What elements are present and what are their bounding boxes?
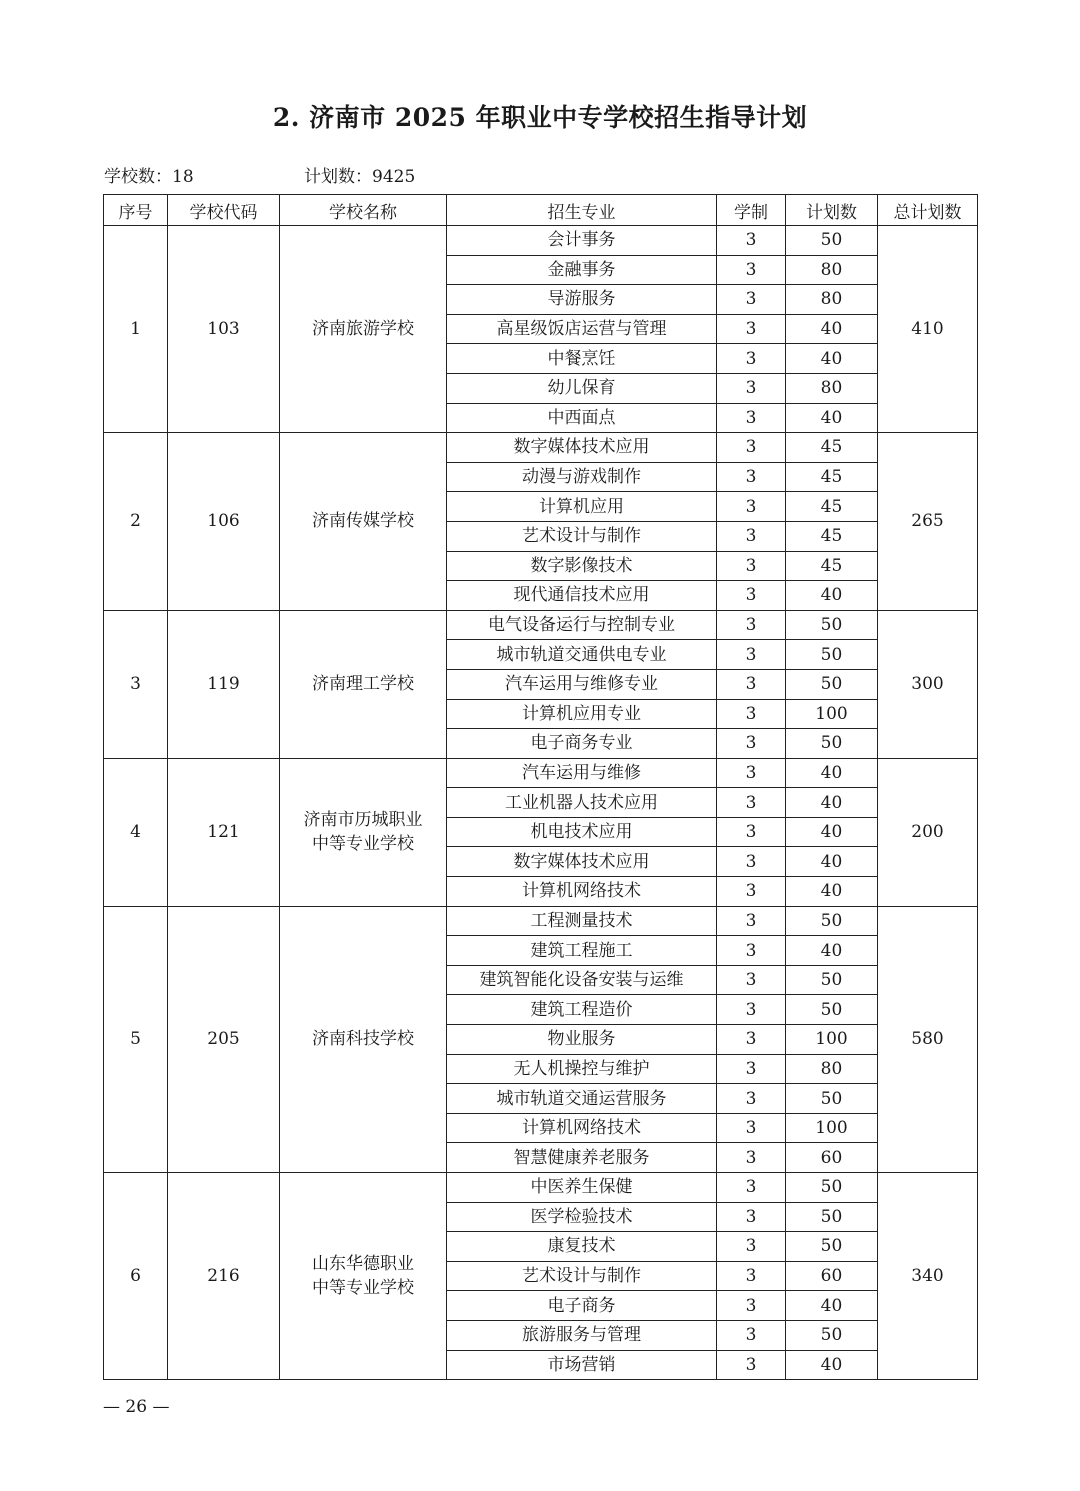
school-code-cell: 121: [168, 758, 280, 906]
school-name-cell: 济南旅游学校: [280, 226, 447, 433]
plan-cell: 40: [786, 758, 878, 788]
seq-cell: 2: [104, 433, 168, 611]
plan-cell: 80: [786, 373, 878, 403]
plan-cell: 40: [786, 1291, 878, 1321]
major-cell: 计算机应用: [447, 492, 717, 522]
table-body: [104, 226, 978, 1380]
major-cell: 城市轨道交通运营服务: [447, 1084, 717, 1114]
plan-cell: 50: [786, 610, 878, 640]
school-code-cell: 216: [168, 1173, 280, 1380]
header-total-plan: 总计划数: [878, 195, 978, 226]
plan-cell: 80: [786, 255, 878, 285]
school-code-cell: 106: [168, 433, 280, 611]
seq-cell: 5: [104, 906, 168, 1172]
major-cell: 汽车运用与维修: [447, 758, 717, 788]
table-header-row: [104, 195, 978, 226]
plan-cell: 50: [786, 1232, 878, 1262]
years-cell: 3: [717, 817, 786, 847]
major-cell: 建筑工程施工: [447, 936, 717, 966]
years-cell: 3: [717, 758, 786, 788]
page-title: 2. 济南市 2025 年职业中专学校招生指导计划: [272, 103, 808, 132]
years-cell: 3: [717, 1232, 786, 1262]
table-row: [104, 433, 978, 463]
school-code-cell: 205: [168, 906, 280, 1172]
plan-cell: 40: [786, 936, 878, 966]
years-cell: 3: [717, 847, 786, 877]
years-cell: 3: [717, 1261, 786, 1291]
years-cell: 3: [717, 551, 786, 581]
years-cell: 3: [717, 610, 786, 640]
summary-line: [104, 162, 416, 187]
school-count: 学校数：18: [104, 167, 194, 187]
major-cell: 会计事务: [447, 226, 717, 256]
plan-cell: 40: [786, 847, 878, 877]
plan-cell: 50: [786, 995, 878, 1025]
major-cell: 物业服务: [447, 1025, 717, 1055]
years-cell: 3: [717, 314, 786, 344]
plan-cell: 50: [786, 1320, 878, 1350]
years-cell: 3: [717, 788, 786, 818]
seq-cell: 6: [104, 1173, 168, 1380]
years-cell: 3: [717, 403, 786, 433]
seq-cell: 4: [104, 758, 168, 906]
plan-cell: 50: [786, 1084, 878, 1114]
major-cell: 导游服务: [447, 285, 717, 315]
school-name-cell: 济南传媒学校: [280, 433, 447, 611]
years-cell: 3: [717, 1113, 786, 1143]
major-cell: 机电技术应用: [447, 817, 717, 847]
years-cell: 3: [717, 492, 786, 522]
years-cell: 3: [717, 1143, 786, 1173]
plan-cell: 45: [786, 433, 878, 463]
years-cell: 3: [717, 1291, 786, 1321]
plan-cell: 45: [786, 551, 878, 581]
plan-cell: 50: [786, 1202, 878, 1232]
plan-cell: 60: [786, 1143, 878, 1173]
plan-cell: 50: [786, 906, 878, 936]
plan-cell: 100: [786, 699, 878, 729]
plan-cell: 50: [786, 965, 878, 995]
plan-cell: 40: [786, 403, 878, 433]
page-number: — 26 —: [103, 1397, 170, 1417]
plan-cell: 40: [786, 788, 878, 818]
header-school-code: 学校代码: [168, 195, 280, 226]
table-row: [104, 758, 978, 788]
school-code-cell: 103: [168, 226, 280, 433]
years-cell: 3: [717, 877, 786, 907]
plan-cell: 45: [786, 462, 878, 492]
school-name-cell: 山东华德职业 中等专业学校: [280, 1173, 447, 1380]
major-cell: 金融事务: [447, 255, 717, 285]
major-cell: 电子商务专业: [447, 729, 717, 759]
header-major: 招生专业: [447, 195, 717, 226]
major-cell: 无人机操控与维护: [447, 1054, 717, 1084]
major-cell: 市场营销: [447, 1350, 717, 1380]
major-cell: 数字媒体技术应用: [447, 847, 717, 877]
years-cell: 3: [717, 581, 786, 611]
major-cell: 现代通信技术应用: [447, 581, 717, 611]
major-cell: 工程测量技术: [447, 906, 717, 936]
major-cell: 城市轨道交通供电专业: [447, 640, 717, 670]
major-cell: 工业机器人技术应用: [447, 788, 717, 818]
plan-cell: 40: [786, 877, 878, 907]
major-cell: 动漫与游戏制作: [447, 462, 717, 492]
seq-cell: 3: [104, 610, 168, 758]
total-plan-cell: 340: [878, 1173, 978, 1380]
plan-count: 计划数：9425: [304, 167, 416, 187]
plan-cell: 45: [786, 492, 878, 522]
years-cell: 3: [717, 995, 786, 1025]
total-plan-cell: 410: [878, 226, 978, 433]
plan-cell: 50: [786, 226, 878, 256]
major-cell: 建筑智能化设备安装与运维: [447, 965, 717, 995]
plan-cell: 80: [786, 1054, 878, 1084]
years-cell: 3: [717, 255, 786, 285]
plan-cell: 100: [786, 1025, 878, 1055]
years-cell: 3: [717, 965, 786, 995]
plan-cell: 40: [786, 581, 878, 611]
total-plan-cell: 300: [878, 610, 978, 758]
plan-cell: 50: [786, 1173, 878, 1203]
plan-cell: 100: [786, 1113, 878, 1143]
years-cell: 3: [717, 699, 786, 729]
plan-cell: 60: [786, 1261, 878, 1291]
school-name-cell: 济南理工学校: [280, 610, 447, 758]
plan-cell: 80: [786, 285, 878, 315]
plan-cell: 40: [786, 817, 878, 847]
plan-cell: 40: [786, 344, 878, 374]
major-cell: 计算机应用专业: [447, 699, 717, 729]
years-cell: 3: [717, 521, 786, 551]
major-cell: 旅游服务与管理: [447, 1320, 717, 1350]
years-cell: 3: [717, 640, 786, 670]
major-cell: 智慧健康养老服务: [447, 1143, 717, 1173]
school-code-cell: 119: [168, 610, 280, 758]
header-years: 学制: [717, 195, 786, 226]
years-cell: 3: [717, 373, 786, 403]
years-cell: 3: [717, 669, 786, 699]
major-cell: 数字影像技术: [447, 551, 717, 581]
major-cell: 医学检验技术: [447, 1202, 717, 1232]
years-cell: 3: [717, 1173, 786, 1203]
major-cell: 电子商务: [447, 1291, 717, 1321]
years-cell: 3: [717, 226, 786, 256]
years-cell: 3: [717, 906, 786, 936]
enrollment-plan-table: [103, 194, 978, 1380]
major-cell: 高星级饭店运营与管理: [447, 314, 717, 344]
major-cell: 康复技术: [447, 1232, 717, 1262]
plan-cell: 50: [786, 729, 878, 759]
years-cell: 3: [717, 1054, 786, 1084]
major-cell: 中西面点: [447, 403, 717, 433]
major-cell: 建筑工程造价: [447, 995, 717, 1025]
header-school-name: 学校名称: [280, 195, 447, 226]
header-plan: 计划数: [786, 195, 878, 226]
major-cell: 幼儿保育: [447, 373, 717, 403]
major-cell: 艺术设计与制作: [447, 521, 717, 551]
major-cell: 电气设备运行与控制专业: [447, 610, 717, 640]
years-cell: 3: [717, 1320, 786, 1350]
school-name-cell: 济南科技学校: [280, 906, 447, 1172]
major-cell: 中医养生保健: [447, 1173, 717, 1203]
total-plan-cell: 200: [878, 758, 978, 906]
table-row: [104, 1173, 978, 1203]
seq-cell: 1: [104, 226, 168, 433]
years-cell: 3: [717, 1350, 786, 1380]
major-cell: 计算机网络技术: [447, 877, 717, 907]
years-cell: 3: [717, 344, 786, 374]
header-seq: 序号: [104, 195, 168, 226]
plan-cell: 45: [786, 521, 878, 551]
years-cell: 3: [717, 729, 786, 759]
major-cell: 数字媒体技术应用: [447, 433, 717, 463]
major-cell: 艺术设计与制作: [447, 1261, 717, 1291]
years-cell: 3: [717, 285, 786, 315]
total-plan-cell: 580: [878, 906, 978, 1172]
table-row: [104, 906, 978, 936]
years-cell: 3: [717, 1084, 786, 1114]
major-cell: 中餐烹饪: [447, 344, 717, 374]
years-cell: 3: [717, 433, 786, 463]
major-cell: 汽车运用与维修专业: [447, 669, 717, 699]
years-cell: 3: [717, 1202, 786, 1232]
years-cell: 3: [717, 1025, 786, 1055]
table-row: [104, 226, 978, 256]
plan-cell: 50: [786, 669, 878, 699]
plan-cell: 50: [786, 640, 878, 670]
plan-cell: 40: [786, 314, 878, 344]
school-name-cell: 济南市历城职业 中等专业学校: [280, 758, 447, 906]
major-cell: 计算机网络技术: [447, 1113, 717, 1143]
years-cell: 3: [717, 462, 786, 492]
total-plan-cell: 265: [878, 433, 978, 611]
table-row: [104, 610, 978, 640]
years-cell: 3: [717, 936, 786, 966]
plan-cell: 40: [786, 1350, 878, 1380]
